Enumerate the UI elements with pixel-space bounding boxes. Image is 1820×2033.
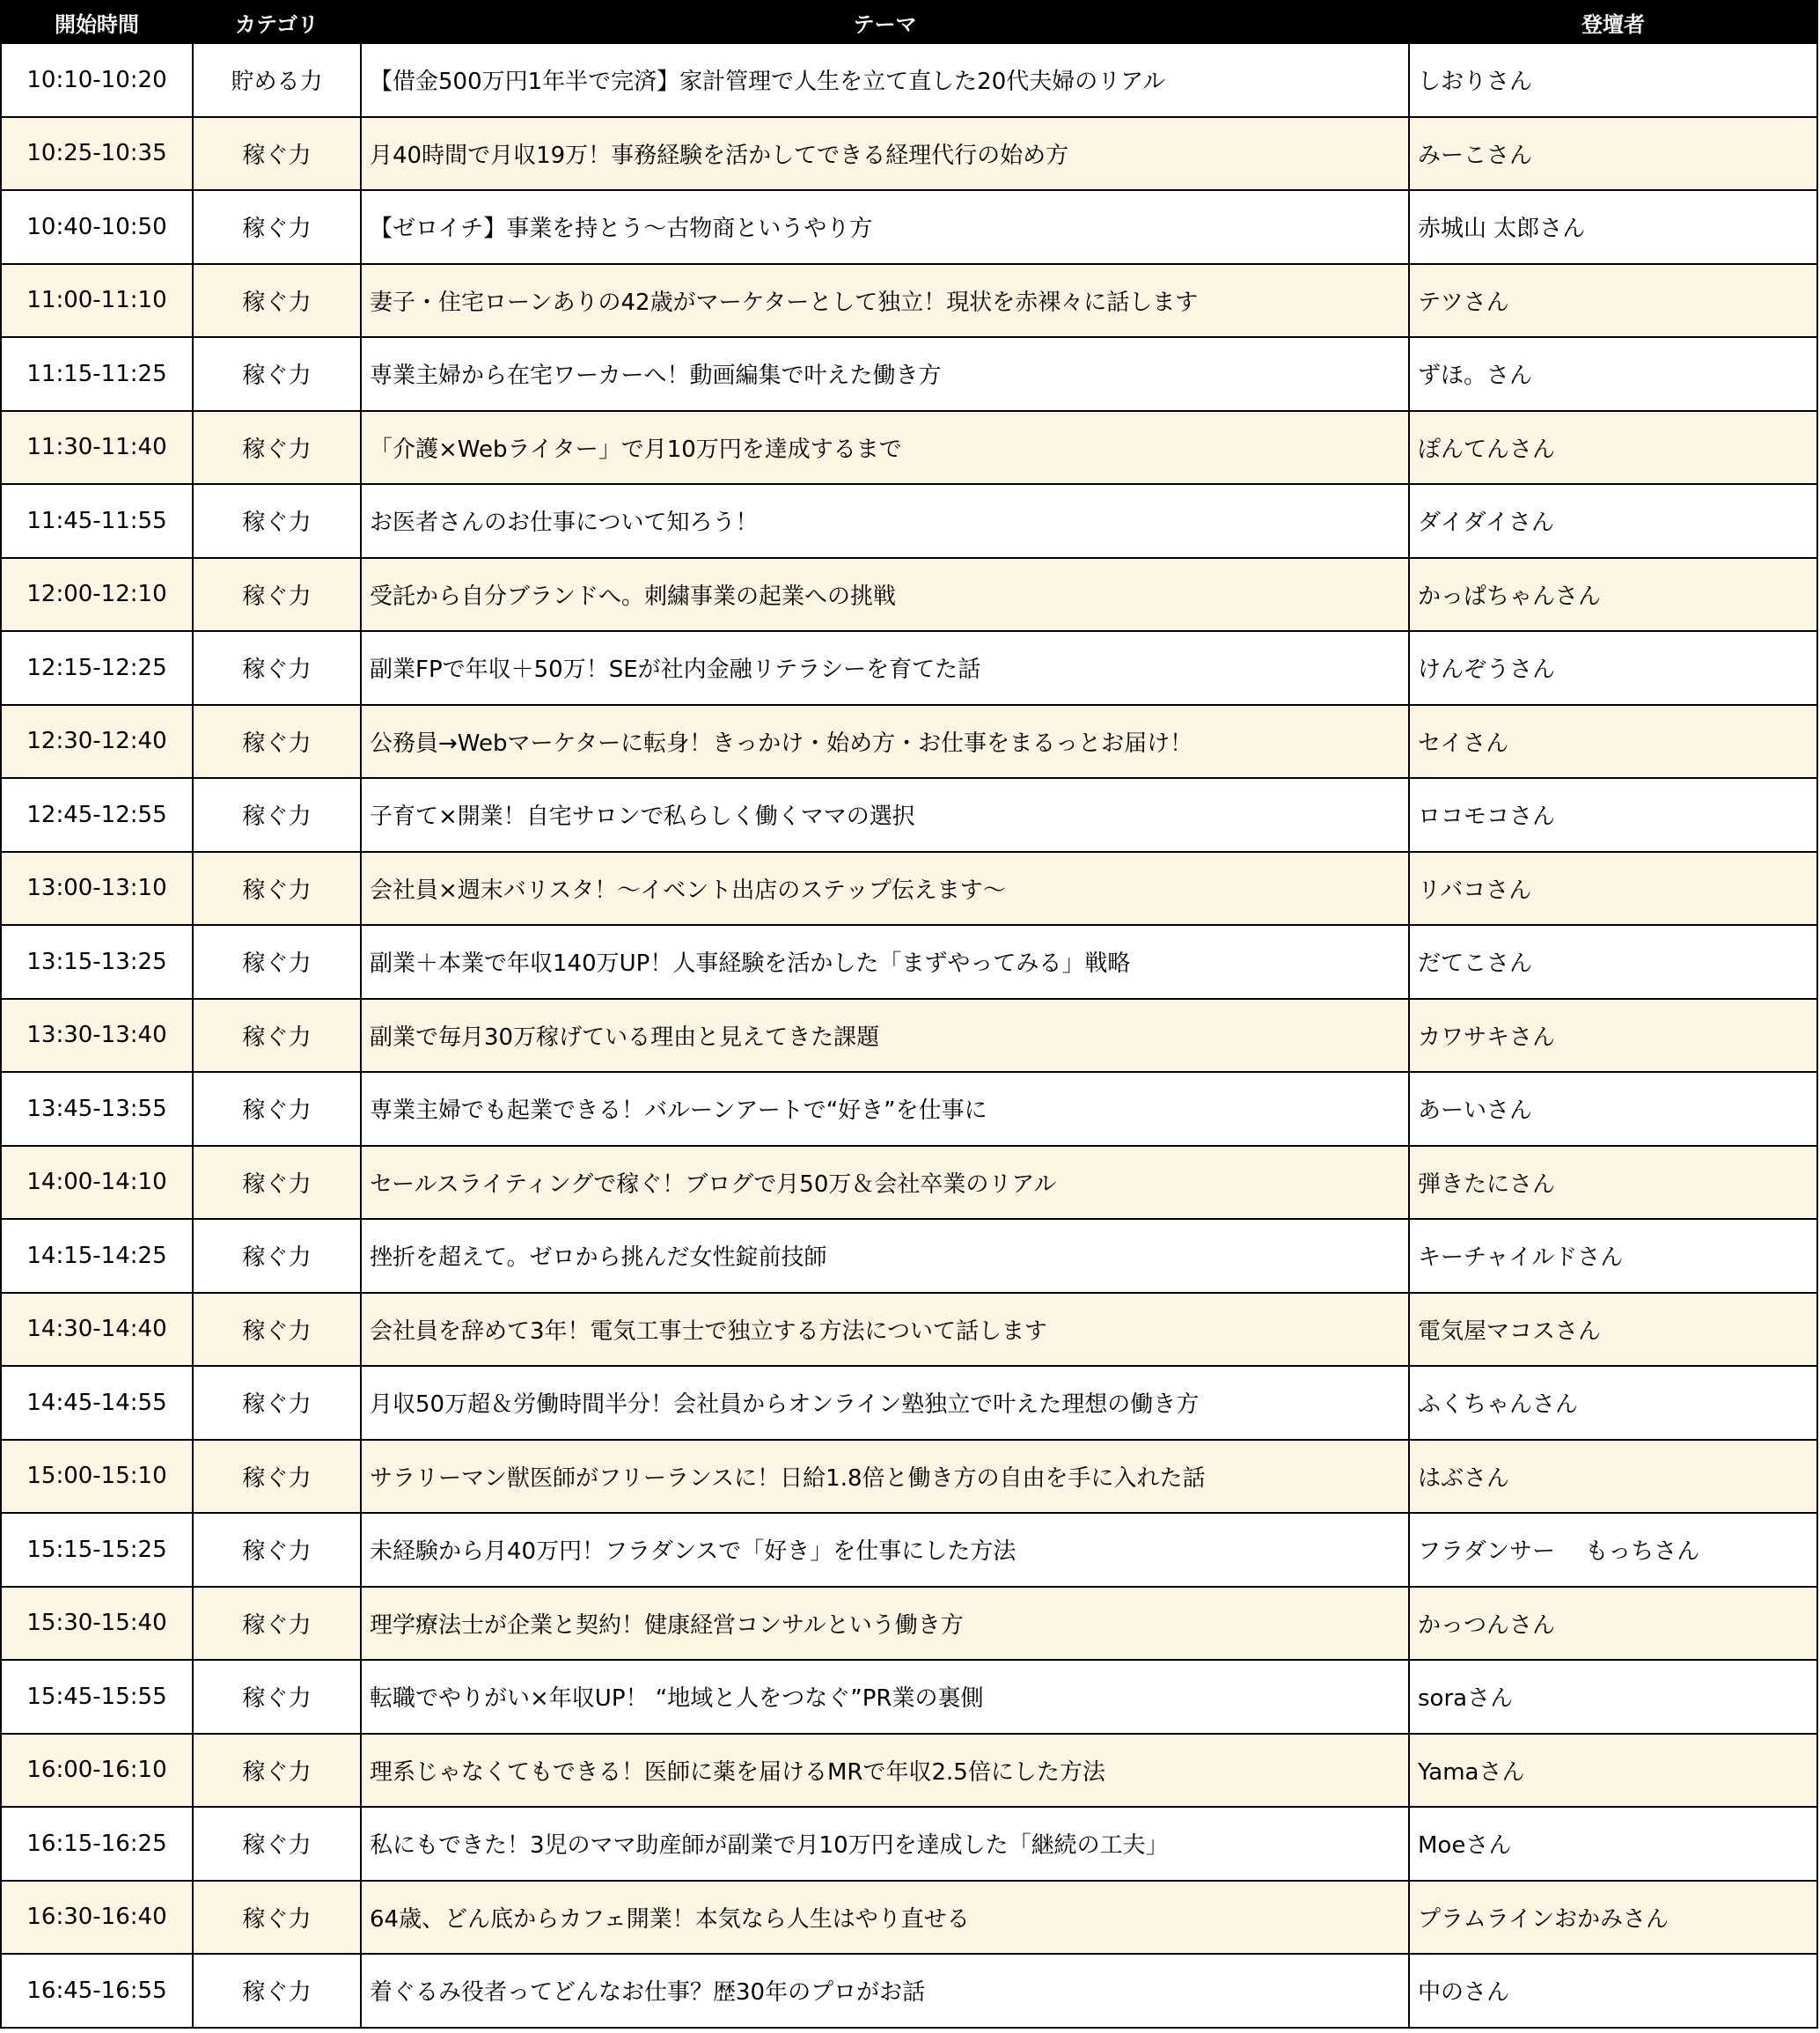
header-row [1, 1, 1817, 43]
speaker-cell: Yamaさん [1409, 1734, 1817, 1808]
start-time-cell: 15:00-15:10 [1, 1440, 193, 1514]
speaker-cell: あーいさん [1409, 1072, 1817, 1146]
theme-cell: 月収50万超＆労働時間半分！会社員からオンライン塾独立で叶えた理想の働き方 [361, 1366, 1409, 1440]
theme-cell: 専業主婦でも起業できる！バルーンアートで“好き”を仕事に [361, 1072, 1409, 1146]
speaker-cell: 電気屋マコスさん [1409, 1293, 1817, 1367]
speaker-cell: セイさん [1409, 705, 1817, 779]
speaker-cell: 弾きたにさん [1409, 1146, 1817, 1220]
header-start-time: 開始時間 [1, 1, 193, 43]
category-cell: 稼ぐ力 [193, 1881, 361, 1955]
start-time-cell: 11:00-11:10 [1, 264, 193, 338]
theme-cell: 理系じゃなくてもできる！医師に薬を届けるMRで年収2.5倍にした方法 [361, 1734, 1409, 1808]
start-time-cell: 12:45-12:55 [1, 778, 193, 852]
theme-cell: 専業主婦から在宅ワーカーへ！動画編集で叶えた働き方 [361, 337, 1409, 411]
theme-cell: お医者さんのお仕事について知ろう！ [361, 484, 1409, 558]
start-time-cell: 11:15-11:25 [1, 337, 193, 411]
speaker-cell: かっぱちゃんさん [1409, 558, 1817, 632]
start-time-cell: 16:45-16:55 [1, 1954, 193, 2028]
start-time-cell: 14:15-14:25 [1, 1219, 193, 1293]
theme-cell: 会社員を辞めて3年！電気工事士で独立する方法について話します [361, 1293, 1409, 1367]
speaker-cell: ずほ。さん [1409, 337, 1817, 411]
speaker-cell: ぽんてんさん [1409, 411, 1817, 485]
speaker-cell: フラダンサー もっちさん [1409, 1513, 1817, 1587]
theme-cell: 公務員→Webマーケターに転身！きっかけ・始め方・お仕事をまるっとお届け！ [361, 705, 1409, 779]
table-row [1, 484, 1817, 558]
theme-cell: 【ゼロイチ】事業を持とう～古物商というやり方 [361, 190, 1409, 264]
speaker-cell: かっつんさん [1409, 1587, 1817, 1661]
theme-cell: セールスライティングで稼ぐ！ブログで月50万＆会社卒業のリアル [361, 1146, 1409, 1220]
speaker-cell: プラムラインおかみさん [1409, 1881, 1817, 1955]
start-time-cell: 11:30-11:40 [1, 411, 193, 485]
theme-cell: 妻子・住宅ローンありの42歳がマーケターとして独立！現状を赤裸々に話します [361, 264, 1409, 338]
category-cell: 稼ぐ力 [193, 1293, 361, 1367]
header-speaker: 登壇者 [1409, 1, 1817, 43]
start-time-cell: 14:00-14:10 [1, 1146, 193, 1220]
category-cell: 稼ぐ力 [193, 337, 361, 411]
start-time-cell: 13:00-13:10 [1, 852, 193, 926]
category-cell: 稼ぐ力 [193, 484, 361, 558]
start-time-cell: 15:30-15:40 [1, 1587, 193, 1661]
category-cell: 稼ぐ力 [193, 1513, 361, 1587]
table-row [1, 1440, 1817, 1514]
theme-cell: 月40時間で月収19万！事務経験を活かしてできる経理代行の始め方 [361, 117, 1409, 191]
table-row [1, 1219, 1817, 1293]
speaker-cell: カワサキさん [1409, 999, 1817, 1073]
category-cell: 稼ぐ力 [193, 1660, 361, 1734]
table-row [1, 117, 1817, 191]
speaker-cell: だてこさん [1409, 925, 1817, 999]
header-category: カテゴリ [193, 1, 361, 43]
theme-cell: 【借金500万円1年半で完済】家計管理で人生を立て直した20代夫婦のリアル [361, 43, 1409, 117]
category-cell: 稼ぐ力 [193, 117, 361, 191]
category-cell: 稼ぐ力 [193, 1807, 361, 1881]
start-time-cell: 16:15-16:25 [1, 1807, 193, 1881]
start-time-cell: 15:45-15:55 [1, 1660, 193, 1734]
speaker-cell: はぶさん [1409, 1440, 1817, 1514]
table-row [1, 925, 1817, 999]
start-time-cell: 15:15-15:25 [1, 1513, 193, 1587]
table-body [1, 43, 1817, 2028]
category-cell: 貯める力 [193, 43, 361, 117]
start-time-cell: 13:45-13:55 [1, 1072, 193, 1146]
category-cell: 稼ぐ力 [193, 1587, 361, 1661]
start-time-cell: 13:30-13:40 [1, 999, 193, 1073]
theme-cell: 私にもできた！3児のママ助産師が副業で月10万円を達成した「継続の工夫」 [361, 1807, 1409, 1881]
speaker-cell: ふくちゃんさん [1409, 1366, 1817, 1440]
table-row [1, 1366, 1817, 1440]
table-row [1, 1293, 1817, 1367]
speaker-cell: みーこさん [1409, 117, 1817, 191]
table-header [1, 1, 1817, 43]
category-cell: 稼ぐ力 [193, 852, 361, 926]
table-row [1, 264, 1817, 338]
theme-cell: 未経験から月40万円！フラダンスで「好き」を仕事にした方法 [361, 1513, 1409, 1587]
category-cell: 稼ぐ力 [193, 925, 361, 999]
start-time-cell: 14:30-14:40 [1, 1293, 193, 1367]
table-row [1, 411, 1817, 485]
theme-cell: 副業＋本業で年収140万UP！人事経験を活かした「まずやってみる」戦略 [361, 925, 1409, 999]
table-row [1, 631, 1817, 705]
category-cell: 稼ぐ力 [193, 1734, 361, 1808]
theme-cell: 転職でやりがい×年収UP！ “地域と人をつなぐ”PR業の裏側 [361, 1660, 1409, 1734]
category-cell: 稼ぐ力 [193, 1366, 361, 1440]
table-row [1, 1734, 1817, 1808]
category-cell: 稼ぐ力 [193, 558, 361, 632]
table-row [1, 1881, 1817, 1955]
theme-cell: 理学療法士が企業と契約！健康経営コンサルという働き方 [361, 1587, 1409, 1661]
speaker-cell: Moeさん [1409, 1807, 1817, 1881]
table-row [1, 852, 1817, 926]
table-row [1, 778, 1817, 852]
speaker-cell: 赤城山 太郎さん [1409, 190, 1817, 264]
theme-cell: 挫折を超えて。ゼロから挑んだ女性錠前技師 [361, 1219, 1409, 1293]
category-cell: 稼ぐ力 [193, 778, 361, 852]
speaker-cell: 中のさん [1409, 1954, 1817, 2028]
table-row [1, 705, 1817, 779]
category-cell: 稼ぐ力 [193, 1072, 361, 1146]
theme-cell: 「介護×Webライター」で月10万円を達成するまで [361, 411, 1409, 485]
category-cell: 稼ぐ力 [193, 1954, 361, 2028]
table-row [1, 43, 1817, 117]
table-row [1, 999, 1817, 1073]
theme-cell: 副業で毎月30万稼げている理由と見えてきた課題 [361, 999, 1409, 1073]
category-cell: 稼ぐ力 [193, 1146, 361, 1220]
table-row [1, 1954, 1817, 2028]
table-row [1, 337, 1817, 411]
speaker-cell: ロコモコさん [1409, 778, 1817, 852]
table-row [1, 190, 1817, 264]
start-time-cell: 12:15-12:25 [1, 631, 193, 705]
category-cell: 稼ぐ力 [193, 1440, 361, 1514]
theme-cell: 副業FPで年収＋50万！SEが社内金融リテラシーを育てた話 [361, 631, 1409, 705]
category-cell: 稼ぐ力 [193, 705, 361, 779]
start-time-cell: 13:15-13:25 [1, 925, 193, 999]
speaker-cell: テツさん [1409, 264, 1817, 338]
theme-cell: 64歳、どん底からカフェ開業！本気なら人生はやり直せる [361, 1881, 1409, 1955]
theme-cell: 受託から自分ブランドへ。刺繍事業の起業への挑戦 [361, 558, 1409, 632]
table-row [1, 558, 1817, 632]
table-row [1, 1146, 1817, 1220]
start-time-cell: 16:30-16:40 [1, 1881, 193, 1955]
category-cell: 稼ぐ力 [193, 411, 361, 485]
start-time-cell: 12:30-12:40 [1, 705, 193, 779]
start-time-cell: 10:40-10:50 [1, 190, 193, 264]
start-time-cell: 12:00-12:10 [1, 558, 193, 632]
start-time-cell: 11:45-11:55 [1, 484, 193, 558]
header-theme: テーマ [361, 1, 1409, 43]
speaker-cell: リバコさん [1409, 852, 1817, 926]
theme-cell: 子育て×開業！自宅サロンで私らしく働くママの選択 [361, 778, 1409, 852]
table-row [1, 1587, 1817, 1661]
category-cell: 稼ぐ力 [193, 264, 361, 338]
theme-cell: 着ぐるみ役者ってどんなお仕事？歴30年のプロがお話 [361, 1954, 1409, 2028]
speaker-cell: けんぞうさん [1409, 631, 1817, 705]
speaker-cell: soraさん [1409, 1660, 1817, 1734]
speaker-cell: キーチャイルドさん [1409, 1219, 1817, 1293]
table-row [1, 1072, 1817, 1146]
speaker-cell: ダイダイさん [1409, 484, 1817, 558]
start-time-cell: 10:25-10:35 [1, 117, 193, 191]
start-time-cell: 14:45-14:55 [1, 1366, 193, 1440]
category-cell: 稼ぐ力 [193, 631, 361, 705]
category-cell: 稼ぐ力 [193, 999, 361, 1073]
start-time-cell: 16:00-16:10 [1, 1734, 193, 1808]
theme-cell: サラリーマン獣医師がフリーランスに！日給1.8倍と働き方の自由を手に入れた話 [361, 1440, 1409, 1514]
table-row [1, 1513, 1817, 1587]
category-cell: 稼ぐ力 [193, 190, 361, 264]
theme-cell: 会社員×週末バリスタ！～イベント出店のステップ伝えます～ [361, 852, 1409, 926]
start-time-cell: 10:10-10:20 [1, 43, 193, 117]
table-row [1, 1807, 1817, 1881]
table-row [1, 1660, 1817, 1734]
speaker-cell: しおりさん [1409, 43, 1817, 117]
category-cell: 稼ぐ力 [193, 1219, 361, 1293]
